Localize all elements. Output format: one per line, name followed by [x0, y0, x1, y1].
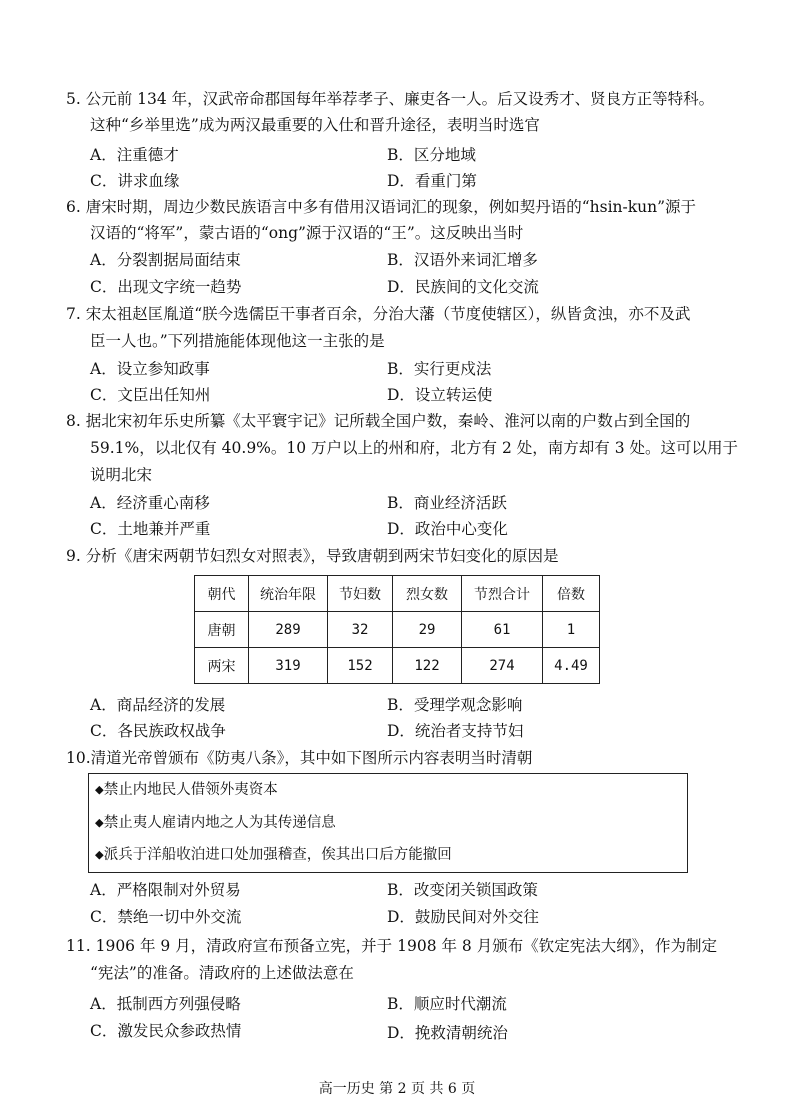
table-header-cell: 节妇数 [328, 576, 393, 612]
table-cell: 32 [328, 612, 393, 648]
question-stem: 8. 据北宋初年乐史所纂《太平寰宇记》记所载全国户数，秦岭、淮河以南的户数占到全国的 [66, 412, 691, 430]
option-c: C．文臣出任知州 [90, 386, 211, 404]
option-b: B．受理学观念影响 [387, 696, 523, 714]
option-c: C．禁绝一切中外交流 [90, 908, 242, 926]
option-c: C．出现文字统一趋势 [90, 278, 242, 296]
question-stem-cont: 说明北宋 [90, 466, 153, 484]
option-d: D．民族间的文化交流 [387, 278, 539, 296]
table-cell: 289 [249, 612, 328, 648]
table-cell: 1 [543, 612, 600, 648]
question-stem-cont: “宪法”的准备。清政府的上述做法意在 [90, 964, 354, 982]
option-d: D．统治者支持节妇 [387, 722, 524, 740]
page-footer: 高一历史 第 2 页 共 6 页 [318, 1081, 476, 1097]
source-excerpt-box [88, 773, 688, 873]
question-stem: 7. 宋太祖赵匡胤道“朕今选儒臣干事者百余，分治大藩（节度使辖区），纵皆贪浊，亦不及武 [66, 305, 691, 323]
option-d: D．看重门第 [387, 172, 477, 190]
table-cell: 两宋 [195, 648, 249, 684]
table-cell: 274 [462, 648, 543, 684]
option-b: B．区分地域 [387, 146, 476, 164]
option-c: C．讲求血缘 [90, 172, 180, 190]
option-d: D．鼓励民间对外交往 [387, 908, 539, 926]
option-a: A．注重德才 [90, 146, 179, 164]
option-a: A．经济重心南移 [90, 494, 210, 512]
table-cell: 4.49 [543, 648, 600, 684]
question-stem: 5. 公元前 134 年，汉武帝命郡国每年举荐孝子、廉吏各一人。后又设秀才、贤良方正等特科。 [66, 90, 715, 108]
option-b: B．实行更戍法 [387, 360, 492, 378]
option-a: A．商品经济的发展 [90, 696, 226, 714]
table-header-cell: 烈女数 [393, 576, 462, 612]
excerpt-line: ◆禁止夷人雇请内地之人为其传递信息 [95, 815, 336, 831]
table-header-cell: 节烈合计 [462, 576, 543, 612]
table-cell: 唐朝 [195, 612, 249, 648]
option-b: B．顺应时代潮流 [387, 995, 507, 1013]
question-stem: 9. 分析《唐宋两朝节妇烈女对照表》，导致唐朝到两宋节妇变化的原因是 [66, 547, 559, 565]
option-b: B．改变闭关锁国政策 [387, 881, 538, 899]
table-row [195, 612, 600, 648]
option-c: C．各民族政权战争 [90, 722, 226, 740]
table-cell: 29 [393, 612, 462, 648]
option-a: A．抵制西方列强侵略 [90, 995, 241, 1013]
question-stem: 6. 唐宋时期，周边少数民族语言中多有借用汉语词汇的现象，例如契丹语的“hsin-kun”源于 [66, 198, 697, 216]
option-a: A．设立参知政事 [90, 360, 210, 378]
table-cell: 122 [393, 648, 462, 684]
option-c: C．土地兼并严重 [90, 520, 211, 538]
question-stem-cont: 臣一人也。”下列措施能体现他这一主张的是 [90, 332, 385, 350]
option-b: B．商业经济活跃 [387, 494, 507, 512]
question-stem: 10.清道光帝曾颁布《防夷八条》，其中如下图所示内容表明当时清朝 [66, 749, 533, 767]
table-header-row [195, 576, 600, 612]
table-row [195, 648, 600, 684]
table-cell: 319 [249, 648, 328, 684]
option-d: D．挽救清朝统治 [387, 1024, 508, 1042]
option-b: B．汉语外来词汇增多 [387, 251, 538, 269]
question-stem-cont: 59.1%，以北仅有 40.9%。10 万户以上的州和府，北方有 2 处，南方却有 3 处。这可以用于 [90, 439, 738, 457]
table-cell: 152 [328, 648, 393, 684]
question-stem-cont: 这种“乡举里选”成为两汉最重要的入仕和晋升途径，表明当时选官 [90, 116, 540, 134]
table-header-cell: 朝代 [195, 576, 249, 612]
comparison-table [194, 575, 600, 684]
option-c: C．激发民众参政热情 [90, 1022, 242, 1040]
option-d: D．设立转运使 [387, 386, 493, 404]
question-stem: 11. 1906 年 9 月，清政府宣布预备立宪，并于 1908 年 8 月颁布《钦定宪法大纲》，作为制定 [66, 937, 717, 955]
question-stem-cont: 汉语的“将军”，蒙古语的“ong”源于汉语的“王”。这反映出当时 [90, 224, 524, 242]
option-a: A．严格限制对外贸易 [90, 881, 241, 899]
excerpt-line: ◆禁止内地民人借领外夷资本 [95, 782, 278, 798]
excerpt-line: ◆派兵于洋船收泊进口处加强稽查，俟其出口后方能撤回 [95, 847, 452, 863]
table-header-cell: 统治年限 [249, 576, 328, 612]
table-header-cell: 倍数 [543, 576, 600, 612]
option-a: A．分裂割据局面结束 [90, 251, 241, 269]
option-d: D．政治中心变化 [387, 520, 508, 538]
table-cell: 61 [462, 612, 543, 648]
